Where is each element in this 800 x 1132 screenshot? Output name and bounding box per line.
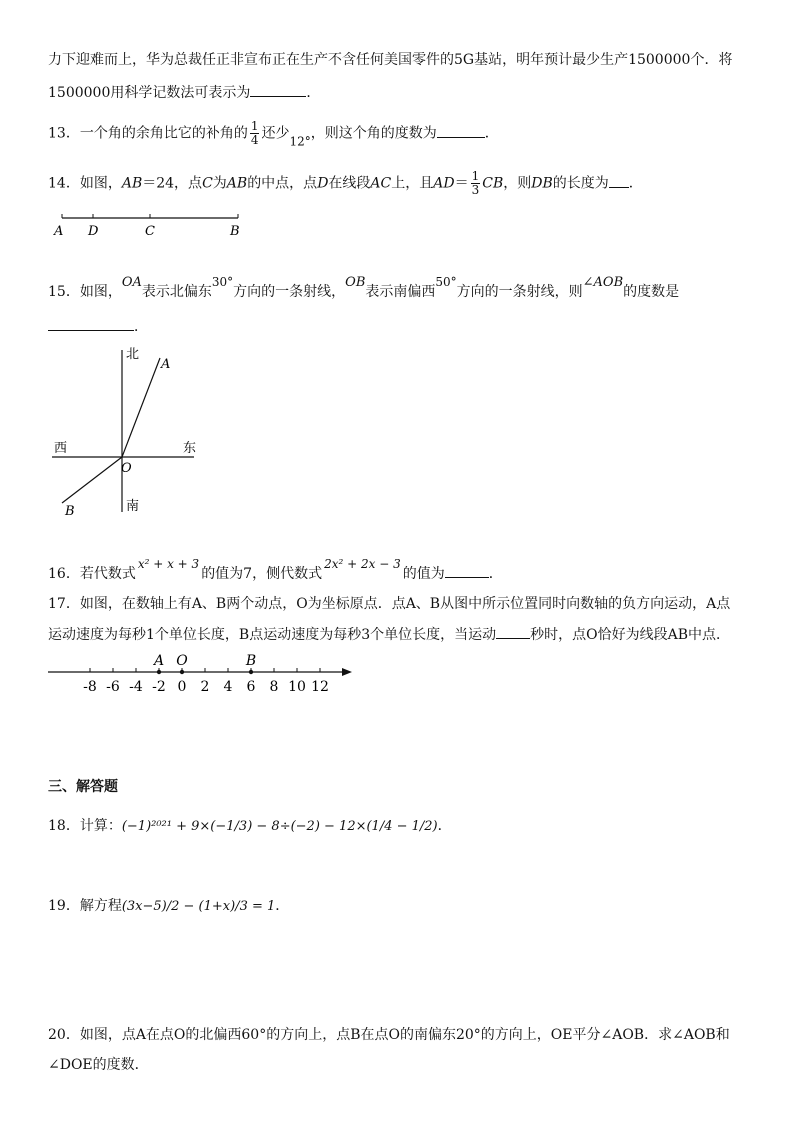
- q18-number: 18．: [48, 818, 80, 834]
- q14-text-a: 如图，: [79, 175, 122, 192]
- tick-label-0: 0: [177, 679, 187, 695]
- q13-answer-blank: [437, 123, 485, 138]
- q18-expression: (−1)²⁰²¹ + 9×(−1/3) − 8÷(−2) − 12×(1/4 − 1/2): [121, 819, 438, 834]
- tick-label--4: -4: [129, 679, 143, 695]
- q17-answer-blank: [496, 624, 530, 639]
- point-b-label: B: [230, 224, 240, 239]
- question-16: [48, 554, 503, 584]
- q14-ab2: AB: [226, 175, 248, 192]
- point-b-label: B: [245, 653, 257, 669]
- q15-oa: OA: [121, 275, 142, 290]
- q15-compass-figure: [48, 340, 208, 520]
- q14-c: C: [202, 175, 213, 192]
- q15-answer-line: [48, 316, 148, 337]
- tick-label-12: 12: [311, 679, 329, 695]
- q12-line1: 力下迎难而上，华为总裁任正非宣布正在生产不含任何美国零件的5G基站，明年预计最少生产1500000个．将: [48, 52, 733, 68]
- point-a-dot: [157, 670, 161, 674]
- q15-deg2: 50°: [435, 275, 457, 289]
- q20-line1: 20．如图，点A在点O的北偏西60°的方向上，点B在点O的南偏东20°的方向上，OE平分∠AOB．求∠AOB和: [48, 1027, 730, 1043]
- q13-text-c: ，则这个角的度数为: [310, 125, 437, 142]
- q15-text-a: 如图，: [79, 284, 122, 300]
- north-label: 北: [126, 347, 140, 362]
- q16-text-c: 的值为: [402, 566, 445, 582]
- point-d-label: D: [88, 224, 99, 239]
- q14-answer-blank: [609, 173, 629, 188]
- q13-number: 13．: [48, 125, 80, 142]
- tick-label--8: -8: [83, 679, 97, 695]
- axis-point-labels: [152, 653, 256, 674]
- q15-deg1: 30°: [211, 275, 234, 289]
- q19-end: ．: [275, 898, 290, 914]
- tick-label-2: 2: [200, 679, 210, 695]
- tick-label-6: 6: [246, 679, 256, 695]
- q17-line2: [48, 624, 730, 645]
- q14-ad: AD: [433, 175, 455, 192]
- origin-label: O: [121, 461, 132, 476]
- q12-answer-blank: [250, 82, 306, 97]
- q16-expr2: 2x² + 2x − 3: [324, 557, 401, 571]
- q15-text-e: 方向的一条射线，则: [456, 284, 583, 300]
- q15-number: 15．: [48, 284, 80, 300]
- q17-text-a: 运动速度为每秒1个单位长度，B点运动速度为每秒3个单位长度，当运动: [48, 627, 497, 643]
- section-3-title: 三、解答题: [48, 779, 118, 795]
- q14-ac: AC: [370, 175, 392, 192]
- q14-midtext: 的中点，点: [247, 175, 318, 192]
- point-o-label: O: [176, 653, 188, 669]
- q14-number: 14．: [48, 175, 80, 192]
- point-b-dot: [249, 670, 253, 674]
- q13-end: ．: [484, 125, 499, 142]
- q13-text-b: 还少: [261, 125, 290, 142]
- point-o-dot: [180, 670, 184, 674]
- q14-len: 的长度为: [552, 175, 609, 192]
- q14-d: D: [317, 175, 329, 192]
- q16-end: ．: [488, 566, 503, 582]
- point-a-label: A: [161, 357, 171, 372]
- q17-text-b: 秒时，点O恰好为线段AB中点．: [530, 627, 730, 643]
- axis-arrow: [342, 668, 352, 676]
- q14-eq2: ＝: [454, 175, 469, 192]
- q16-text-b: 的值为7，侧代数式: [201, 566, 323, 582]
- q15-end: ．: [134, 319, 148, 335]
- q14-cb: CB: [482, 175, 504, 192]
- point-b-label: B: [65, 504, 75, 519]
- q19-text-a: 解方程: [79, 898, 122, 914]
- question-18: [48, 816, 452, 837]
- q15-aob: ∠AOB: [582, 275, 624, 290]
- tick-label--6: -6: [106, 679, 120, 695]
- q14-mid: 为: [212, 175, 227, 192]
- q14-onseg: 在线段: [328, 175, 371, 192]
- q16-expr1: x² + x + 3: [137, 557, 200, 571]
- q12-text: 1500000用科学记数法可表示为: [48, 85, 251, 101]
- q15-ob: OB: [345, 275, 366, 290]
- q19-number: 19．: [48, 898, 80, 914]
- question-13: [48, 120, 499, 152]
- south-label: 南: [126, 499, 140, 514]
- tick-label-8: 8: [269, 679, 279, 695]
- point-a-label: A: [153, 653, 165, 669]
- q15-text-b: 表示北偏东: [141, 284, 212, 300]
- q17-number-line: [48, 650, 358, 698]
- q19-equation: (3x−5)/2 − (1+x)/3 = 1: [121, 899, 276, 914]
- q16-answer-blank: [445, 563, 489, 578]
- q18-end: ．: [437, 818, 452, 834]
- q15-text-d: 表示南偏西: [365, 284, 436, 300]
- q20-line2: ∠DOE的度数．: [48, 1057, 149, 1073]
- q15-text-c: 方向的一条射线，: [233, 284, 346, 300]
- tick-label--2: -2: [152, 679, 166, 695]
- q15-text-f: 的度数是: [623, 284, 680, 300]
- q14-fraction: $\frac{1}{3}$: [471, 169, 480, 197]
- q14-then: ，则: [503, 175, 532, 192]
- q13-value: 12°: [289, 134, 311, 149]
- tick-label-10: 10: [288, 679, 306, 695]
- q16-text-a: 若代数式: [79, 566, 136, 582]
- point-a-label: A: [54, 224, 64, 239]
- q14-db: DB: [531, 175, 553, 192]
- q14-cond: 上，且: [391, 175, 434, 192]
- q16-number: 16．: [48, 566, 80, 582]
- east-label: 东: [183, 441, 197, 456]
- question-14: [48, 170, 643, 197]
- question-15: [48, 272, 679, 302]
- tick-label-4: 4: [223, 679, 233, 695]
- point-c-label: C: [145, 224, 155, 239]
- question-19: [48, 896, 289, 917]
- q15-answer-blank: [48, 316, 134, 331]
- q13-text-a: 一个角的余角比它的补角的: [79, 125, 248, 142]
- q14-segment-figure: [48, 205, 248, 240]
- q14-end: ．: [628, 175, 643, 192]
- west-label: 西: [54, 441, 68, 456]
- q14-ab: AB: [121, 175, 143, 192]
- q12-end: ．: [306, 85, 321, 101]
- q13-fraction: $\frac{1}{4}$: [250, 119, 259, 147]
- ray-oa: [122, 358, 160, 457]
- q14-eq: ＝24，点: [142, 175, 203, 192]
- q17-line1: 17．如图，在数轴上有A、B两个动点，O为坐标原点．点A、B从图中所示位置同时向数轴的负方向运动，A点: [48, 596, 731, 612]
- q12-line2: [48, 82, 320, 103]
- q18-text-a: 计算：: [79, 818, 122, 834]
- ray-ob: [62, 457, 122, 503]
